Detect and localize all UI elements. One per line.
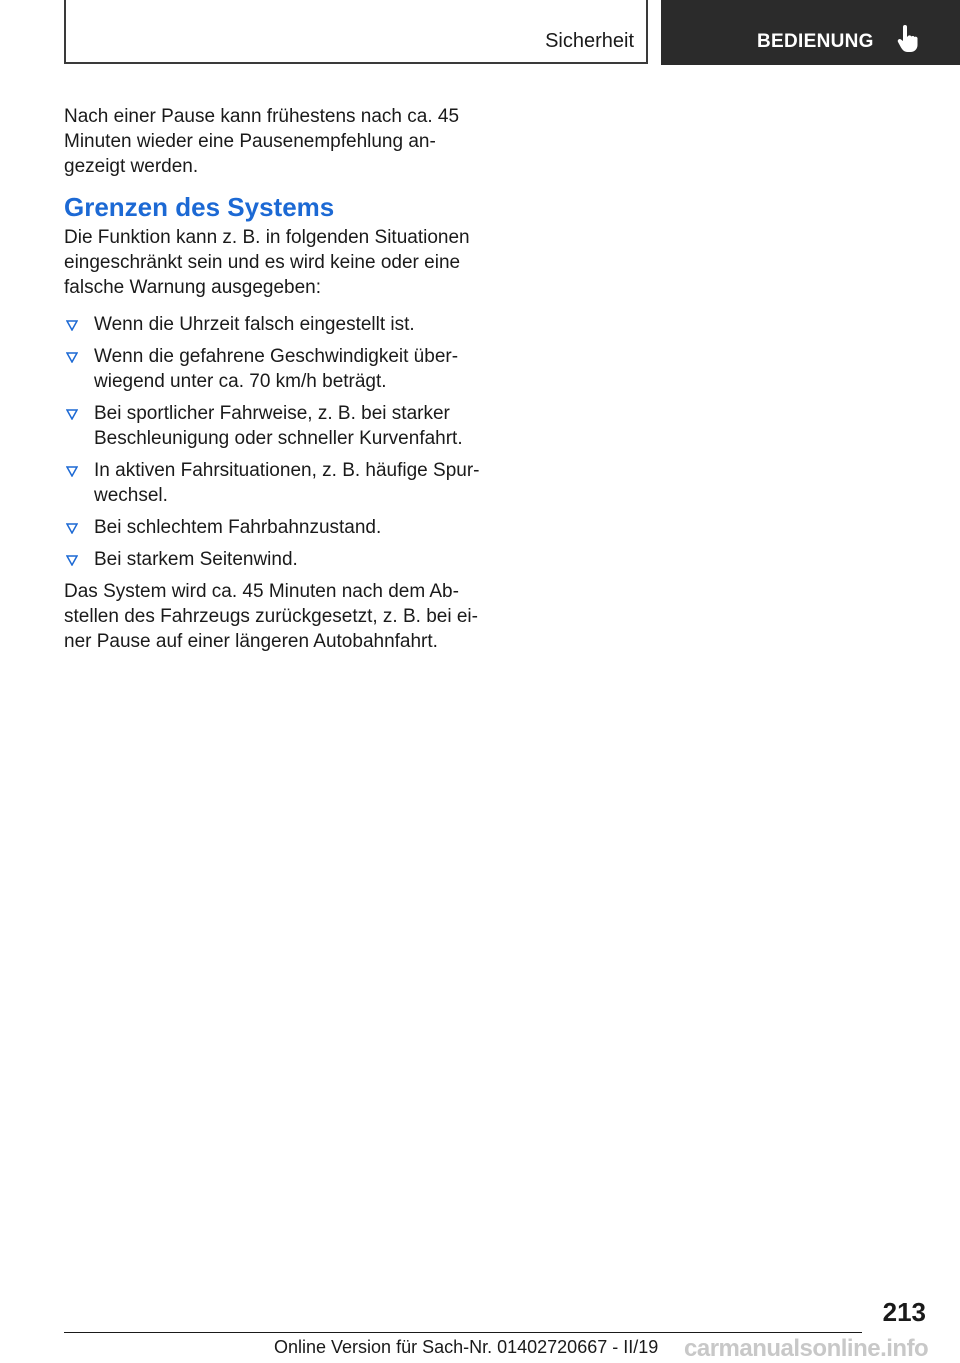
watermark-text: carmanualsonline.info	[684, 1335, 929, 1362]
online-version-text: Online Version für Sach-Nr. 01402720667 - II/19	[274, 1337, 659, 1357]
list-item	[64, 458, 484, 508]
footer-divider	[64, 1332, 862, 1333]
triangle-bullet-icon	[66, 320, 78, 331]
pointing-hand-icon	[897, 25, 919, 53]
triangle-bullet-icon	[66, 523, 78, 534]
triangle-bullet-icon	[66, 352, 78, 363]
triangle-bullet-icon	[66, 466, 78, 477]
list-item	[64, 344, 484, 394]
triangle-bullet-icon	[66, 409, 78, 420]
header-section-box	[64, 0, 648, 64]
closing-paragraph: Das System wird ca. 45 Minuten nach dem Abstellen des Fahrzeugs zurückgesetzt, z. B. bei einer Pause auf einer längeren Autobahnfahrt.	[64, 581, 478, 652]
header-chapter-box	[661, 0, 960, 65]
page-number: 213	[882, 1297, 926, 1327]
list-item-text: Wenn die gefahrene Geschwindigkeit überwiegend unter ca. 70 km/h beträgt.	[94, 346, 459, 392]
list-item	[64, 515, 484, 540]
section-title: Sicherheit	[545, 30, 634, 52]
limitations-list	[64, 312, 484, 572]
chapter-title: BEDIENUNG	[757, 31, 874, 52]
page-content	[64, 104, 484, 666]
list-item-text: Bei starkem Seitenwind.	[94, 549, 298, 570]
list-item-text: Wenn die Uhrzeit falsch eingestellt ist.	[94, 314, 415, 335]
section-heading: Grenzen des Systems	[64, 192, 335, 222]
lead-paragraph: Die Funktion kann z. B. in folgenden Situationen eingeschränkt sein und es wird keine oder eine falsche Warnung ausgegeben:	[64, 227, 470, 298]
intro-paragraph: Nach einer Pause kann frühestens nach ca. 45 Minuten wieder eine Pausenempfehlung angezeigt werden.	[64, 106, 460, 177]
list-item	[64, 401, 484, 451]
list-item	[64, 547, 484, 572]
triangle-bullet-icon	[66, 555, 78, 566]
list-item-text: In aktiven Fahrsituationen, z. B. häufige Spurwechsel.	[94, 460, 480, 506]
list-item-text: Bei sportlicher Fahrweise, z. B. bei starker Beschleunigung oder schneller Kurvenfahrt.	[94, 403, 463, 449]
list-item	[64, 312, 484, 337]
list-item-text: Bei schlechtem Fahrbahnzustand.	[94, 517, 382, 538]
